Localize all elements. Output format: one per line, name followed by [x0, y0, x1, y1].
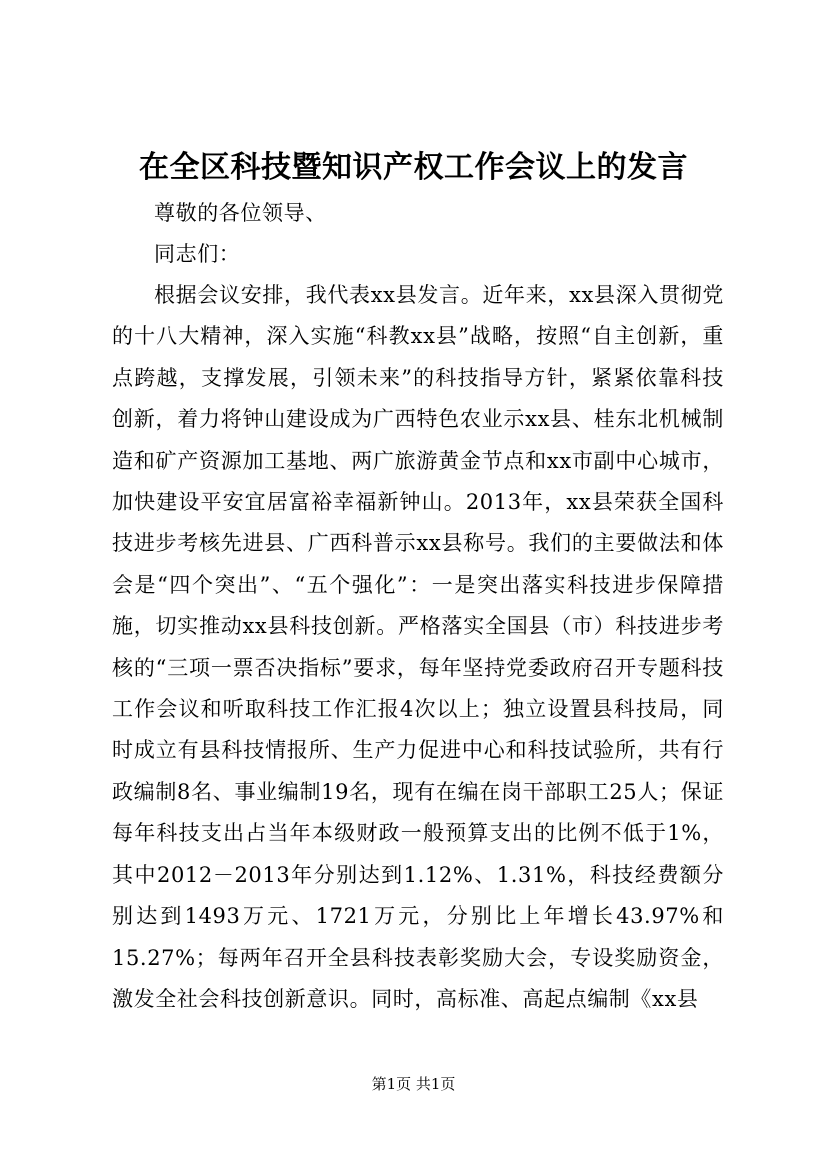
salutation-line: 尊敬的各位领导、 — [154, 201, 327, 225]
body-paragraph: 根据会议安排，我代表xx县发言。近年来，xx县深入贯彻党的十八大精神，深入实施“科教xx县”战略，按照“自主创新，重点跨越，支撑发展，引领未来”的科技指导方针，紧紧依靠科技创新，着力将钟山建设成为广西特色农业示xx县、桂东北机械制造和矿产资源加工基地、两广旅游黄金节点和xx市副中心城市，加快建设平安宜居富裕幸福新钟山。2013年，xx县荣获全国科技进步考核先进县、广西科普示xx县称号。我们的主要做法和体会是“四个突出”、“五个强化”：一是突出落实科技进步保障措施，切实推动xx县科技创新。严格落实全国县（市）科技进步考核的“三项一票否决指标”要求，每年坚持党委政府召开专题科技工作会议和听取科技工作汇报4次以上；独立设置县科技局，同时成立有县科技情报所、生产力促进中心和科技试验所，共有行政编制8名、事业编制19名，现有在编在岗干部职工25人；保证每年科技支出占当年本级财政一般预算支出的比例不低于1%，其中2012－2013年分别达到1.12%、1.31%，科技经费额分别达到1493万元、1721万元，分别比上年增长43.97%和15.27%；每两年召开全县科技表彰奖励大会，专设奖励资金，激发全社会科技创新意识。同时，高标准、高起点编制《xx县 — [112, 283, 724, 1011]
salutation-line: 同志们： — [154, 242, 241, 267]
page-footer: 第1页 共1页 — [371, 1075, 456, 1093]
document-title: 在全区科技暨知识产权工作会议上的发言 — [139, 150, 688, 185]
body-text — [112, 275, 724, 1020]
salutation-block — [112, 193, 724, 276]
